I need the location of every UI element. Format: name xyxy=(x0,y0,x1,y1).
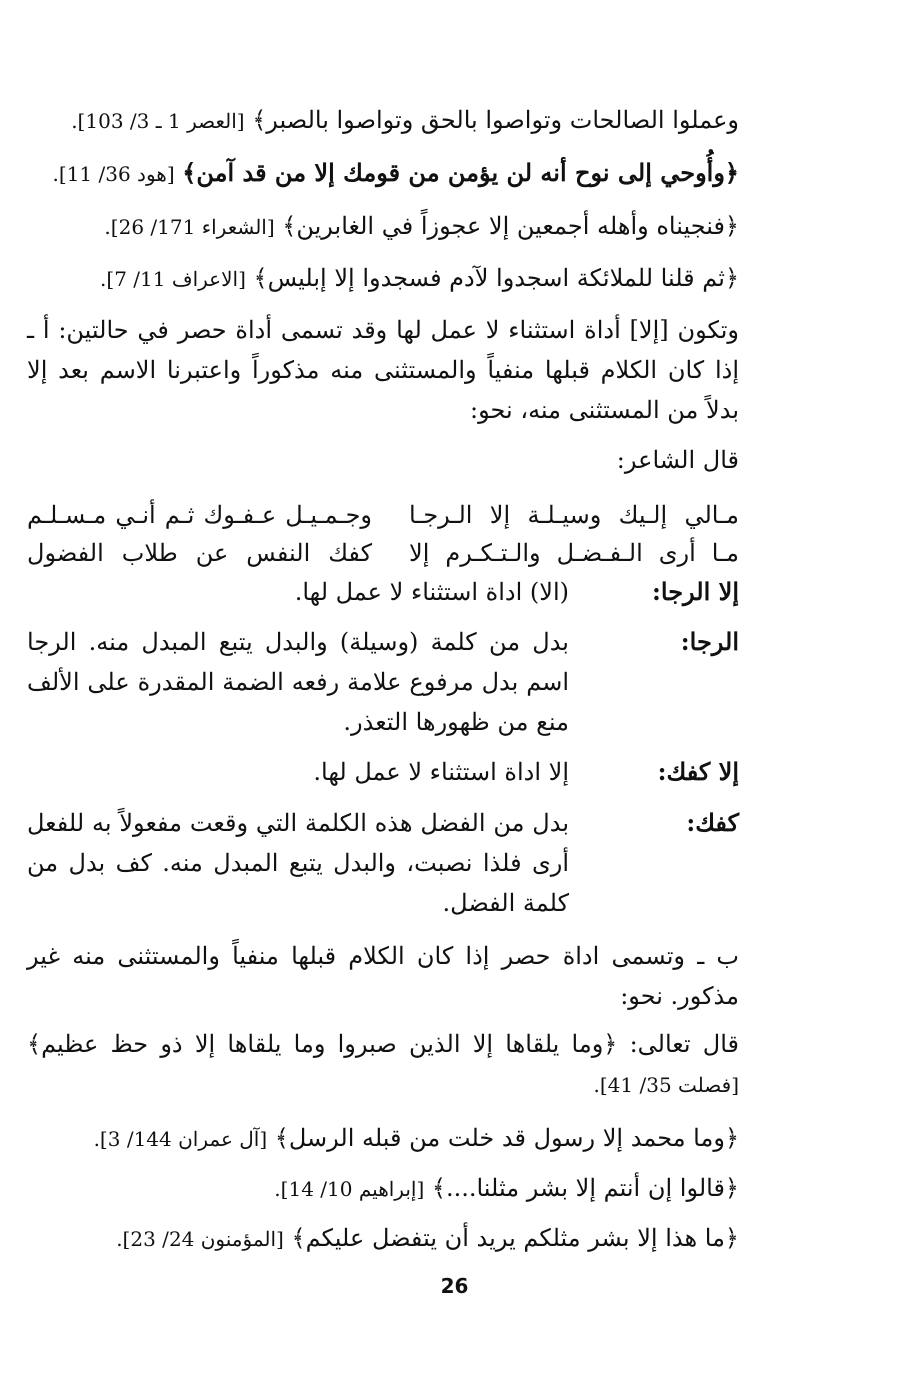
quote-line xyxy=(27,1172,739,1205)
quote-reference: [العصر 1 ـ 3/ 103]. xyxy=(71,109,245,133)
quote-reference: [الاعراف 11/ 7]. xyxy=(100,267,246,291)
analysis-definition: إلا اداة استثناء لا عمل لها. xyxy=(313,758,569,786)
poet-label: قال الشاعر: xyxy=(616,446,739,474)
quote-text: ﴿قالوا إن أنتم إلا بشر مثلنا....﴾ xyxy=(431,1174,739,1202)
analysis-term: إلا كفك: xyxy=(657,757,739,786)
analysis-term: الرجا: xyxy=(680,627,739,656)
quote-reference: [فصلت 35/ 41]. xyxy=(593,1073,739,1097)
verse-first-hemistich: مـا أرى الـفـضـل والـتـكـرم إلا xyxy=(409,539,739,567)
quote-text: ﴿وأُوحي إلى نوح أنه لن يؤمن من قومك إلا من قد آمن﴾ xyxy=(182,158,739,187)
quote-line xyxy=(27,104,739,137)
quote-text: قال تعالى: ﴿وما يلقاها إلا الذين صبروا وما يلقاها إلا ذو حظ عظيم﴾ xyxy=(27,1030,739,1058)
verse-line xyxy=(27,495,739,535)
quote-text: ﴿ما هذا إلا بشر مثلكم يريد أن يتفضل عليكم﴾ xyxy=(291,1224,739,1252)
explanation-paragraph: وتكون [إلا] أداة استثناء لا عمل لها وقد تسمى أداة حصر في حالتين: أ ـ إذا كان الكلام قبلها منفياً والمستثنى منه مذكوراً واعتبرنا الاسم بعد إلا بدلاً من المستثنى منه، نحو: xyxy=(27,316,740,424)
quote-reference: [آل عمران 144/ 3]. xyxy=(93,1127,268,1151)
quote-text: ﴿ثم قلنا للملائكة اسجدوا لآدم فسجدوا إلا إبليس﴾ xyxy=(253,264,739,292)
verse-second-hemistich: كفك النفس عن طلاب الفضول xyxy=(27,539,372,567)
quote-text: وعملوا الصالحات وتواصوا بالحق وتواصوا بالصبر﴾ xyxy=(252,106,739,134)
quote-line xyxy=(27,1122,739,1155)
quote-line xyxy=(27,210,739,243)
quote-paragraph xyxy=(27,1024,739,1105)
quote-text: ﴿وما محمد إلا رسول قد خلت من قبله الرسل﴾ xyxy=(274,1124,739,1152)
quote-reference: [الشعراء 171/ 26]. xyxy=(104,215,275,239)
explanation-paragraph: ب ـ وتسمى اداة حصر إذا كان الكلام قبلها منفياً والمستثنى منه غير مذكور. نحو: xyxy=(27,942,739,1010)
analysis-term: إلا الرجا: xyxy=(652,577,739,606)
verse-line xyxy=(27,533,739,573)
quote-line xyxy=(27,1222,739,1255)
analysis-definition: بدل من الفضل هذه الكلمة التي وقعت مفعولاً به للفعل أرى فلذا نصبت، والبدل يتبع المبدل منه. كف بدل من كلمة الفضل. xyxy=(27,809,569,917)
quote-line xyxy=(27,157,739,190)
analysis-definition: بدل من كلمة (وسيلة) والبدل يتبع المبدل منه. الرجا اسم بدل مرفوع علامة رفعه الضمة المقدرة على الألف منع من ظهورها التعذر. xyxy=(27,628,569,736)
analysis-definition: (الا) اداة استثناء لا عمل لها. xyxy=(294,578,569,606)
quote-reference: [هود 36/ 11]. xyxy=(52,162,175,186)
analysis-term: كفك: xyxy=(686,808,739,837)
page-number: 26 xyxy=(440,1274,469,1298)
quote-reference: [المؤمنون 24/ 23]. xyxy=(116,1227,284,1251)
quote-line xyxy=(27,262,739,295)
verse-second-hemistich: وجـمـيـل عـفـوك ثـم أنـي مـسـلـم xyxy=(27,501,372,529)
quote-text: ﴿فنجيناه وأهله أجمعين إلا عجوزاً في الغابرين﴾ xyxy=(282,212,739,240)
verse-first-hemistich: مـالي إلـيك وسيـلـة إلا الـرجـا xyxy=(409,501,739,529)
quote-reference: [إبراهيم 10/ 14]. xyxy=(274,1177,425,1201)
